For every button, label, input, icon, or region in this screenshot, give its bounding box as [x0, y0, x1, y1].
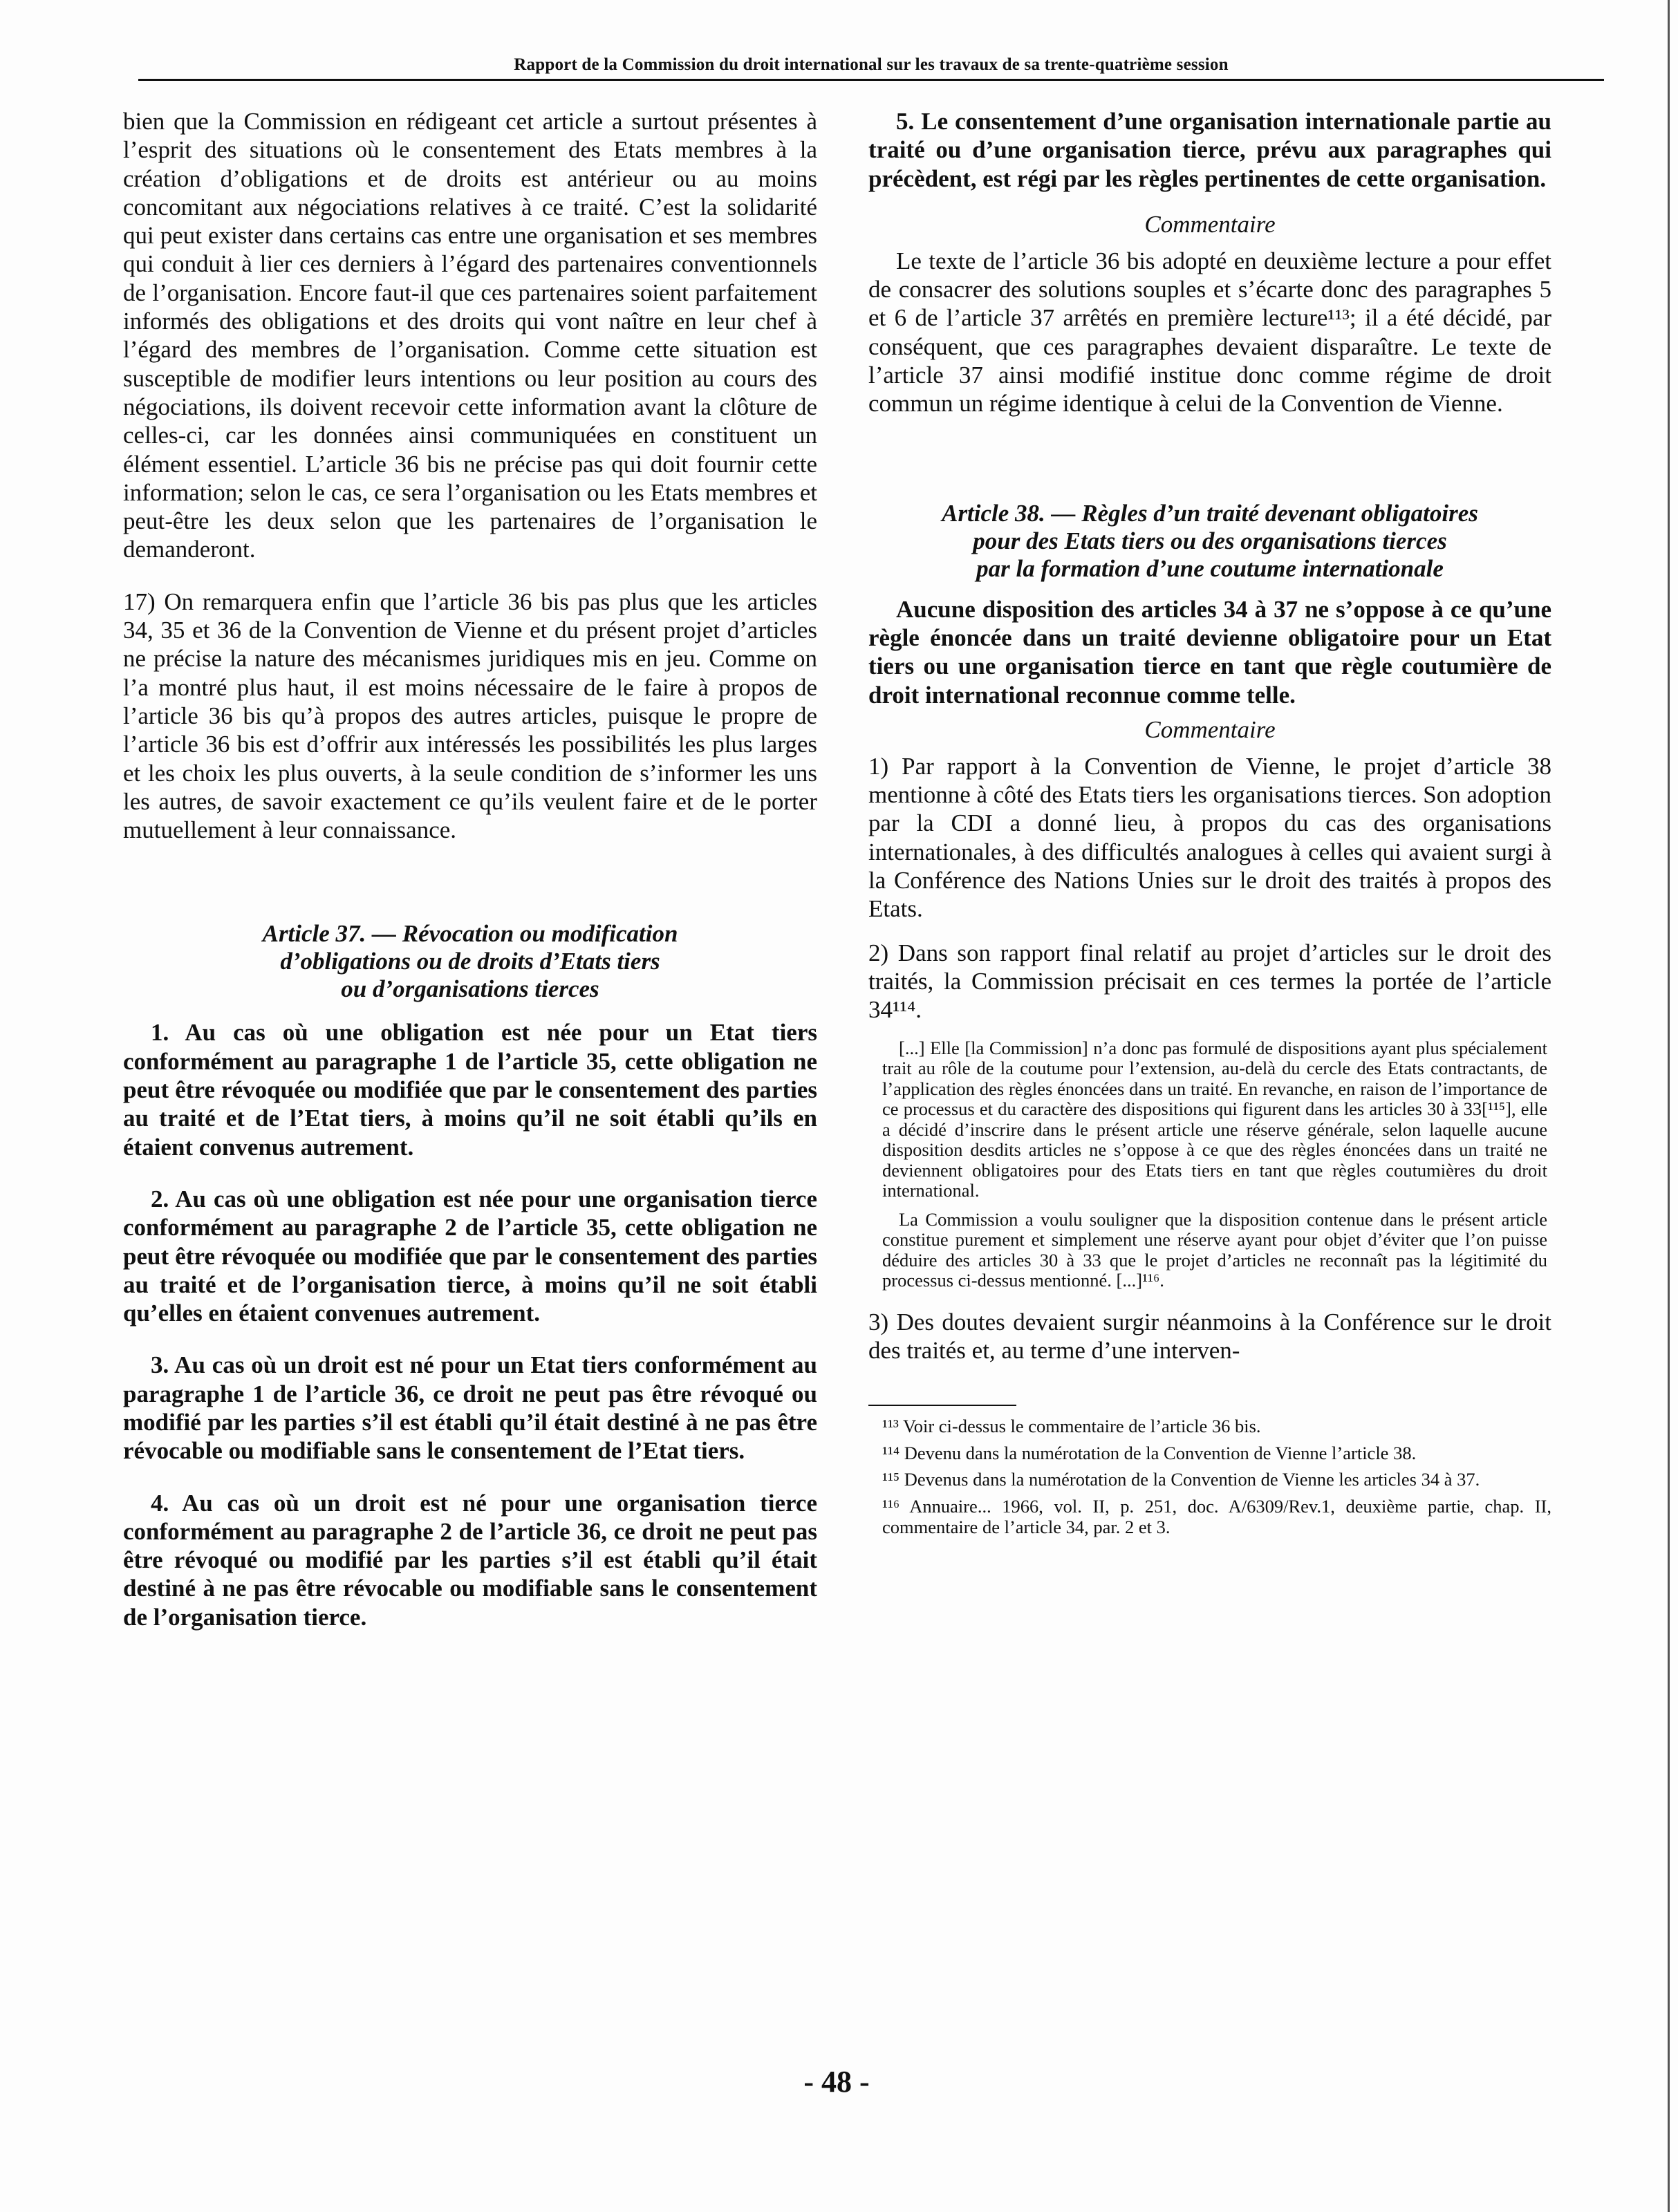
running-header: Rapport de la Commission du droit international sur les travaux de sa trente-quatrième session [138, 55, 1604, 81]
article-37-paragraph-4: 4. Au cas où un droit est né pour une organisation tierce conformément au paragraphe 2 de l’article 36, ce droit ne peut pas être révoqué ou modifié par les parties s’il est établi qu’il était destiné à ne pas être révocable ou modifiable sans le consentement de l’organisation tierce. [123, 1489, 817, 1631]
article-37-heading [123, 920, 817, 1003]
heading-line: pour des Etats tiers ou des organisations tierces [973, 527, 1447, 554]
commentary-title: Commentaire [1144, 210, 1276, 238]
footnotes [868, 1416, 1551, 1538]
commentary-paragraph-17: 17) On remarquera enfin que l’article 36 bis pas plus que les articles 34, 35 et 36 de la Convention de Vienne et du présent projet d’articles ne précise la nature des mécanismes juridiques mis en jeu. Comme on l’a montré plus haut, il est moins nécessaire de le faire à propos de l’article 36 bis qu’à propos des autres articles, puisque le propre de l’article 36 bis est d’offrir aux intéressés les possibilités les plus larges et les choix les plus ouverts, à la seule condition de s’informer les uns les autres, de savoir exactement ce qu’ils veulent faire et de le porter mutuellement à leur connaissance. [123, 588, 817, 844]
block-quote: La Commission a voulu souligner que la disposition contenue dans le présent article constitue purement et simplement une réserve ayant pour objet d’éviter que l’on puisse déduire des articles 30 à 33 que le projet d’articles ne reconnaît pas la légitimité du processus ci-dessus mentionné. [...]¹¹⁶. [882, 1208, 1547, 1291]
heading-line: ou d’organisations tierces [341, 975, 599, 1003]
article-37-commentary: Le texte de l’article 36 bis adopté en deuxième lecture a pour effet de consacrer des solutions souples et s’écarte donc des paragraphes 5 et 6 de l’article 37 arrêtés en première lecture¹¹³; il a été décidé, par conséquent, que ces paragraphes devaient disparaître. Le texte de l’article 37 ainsi modifié institue donc comme régime de droit commun un régime identique à celui de la Convention de Vienne. [868, 247, 1551, 418]
footnote-113: ¹¹³ Voir ci-dessus le commentaire de l’article 36 bis. [882, 1416, 1261, 1437]
article-38-commentary-2: 2) Dans son rapport final relatif au projet d’articles sur le droit des traités, la Commission précisait en ces termes la portée de l’article 34¹¹⁴. [868, 939, 1551, 1024]
heading-line: Article 37. — Révocation ou modification [262, 920, 678, 948]
article-37-paragraph-3: 3. Au cas où un droit est né pour un Etat tiers conformément au paragraphe 1 de l’article 36, ce droit ne peut pas être révoqué ou modifié par les parties s’il est établi qu’il était destiné à ne pas être révocable ou modifiable sans le consentement de l’Etat tiers. [123, 1351, 817, 1465]
footnote-rule [868, 1405, 1016, 1406]
article-38-text: Aucune disposition des articles 34 à 37 ne s’oppose à ce qu’une règle énoncée dans un traité devienne obligatoire pour un Etat tiers ou une organisation tierce en tant que règle coutumière de droit international reconnue comme telle. [868, 595, 1551, 709]
article-38-heading [868, 500, 1551, 583]
footnote-116: ¹¹⁶ Annuaire... 1966, vol. II, p. 251, doc. A/6309/Rev.1, deuxième partie, chap. II, commentaire de l’article 34, par. 2 et 3. [882, 1495, 1551, 1538]
right-column [868, 107, 1551, 1538]
footnote-115: ¹¹⁵ Devenus dans la numérotation de la Convention de Vienne les articles 34 à 37. [882, 1469, 1480, 1490]
article-37-paragraph-1: 1. Au cas où une obligation est née pour un Etat tiers conformément au paragraphe 1 de l’article 35, cette obligation ne peut être révoquée ou modifiée que par le consentement des parties au traité et de l’Etat tiers, à moins qu’il ne soit établi qu’ils en étaient convenus autrement. [123, 1019, 817, 1161]
article-38-commentary-3: 3) Des doutes devaient surgir néanmoins à la Conférence sur le droit des traités et, au terme d’une interven- [868, 1308, 1551, 1364]
commentary-title: Commentaire [1144, 715, 1276, 743]
article-37-paragraph-2: 2. Au cas où une obligation est née pour une organisation tierce conformément au paragraphe 2 de l’article 35, cette obligation ne peut être révoquée ou modifiée que par le consentement des parties au traité et de l’organisation tierce, à moins qu’il ne soit établi qu’elles en étaient convenues autrement. [123, 1185, 817, 1327]
left-column [123, 107, 817, 1631]
heading-line: par la formation d’une coutume internationale [976, 554, 1444, 582]
footnote-114: ¹¹⁴ Devenu dans la numérotation de la Convention de Vienne l’article 38. [882, 1442, 1417, 1463]
scan-edge [1668, 0, 1678, 2212]
heading-line: Article 38. — Règles d’un traité devenant obligatoires [942, 499, 1478, 527]
page-number: - 48 - [803, 2065, 870, 2099]
commentary-paragraph-continued: bien que la Commission en rédigeant cet article a surtout présentes à l’esprit des situations où le consentement des Etats membres à la création d’obligations et de droits est antérieur ou au moins concomitant aux négociations relatives à ce traité. C’est la solidarité qui peut exister dans certains cas entre une organisation et ses membres qui conduit à lier ces derniers à l’égard des partenaires conventionnels de l’organisation. Encore faut-il que ces partenaires soient parfaitement informés des obligations et des droits qui vont naître en leur chef à l’égard des membres de l’organisation. Comme cette situation est susceptible de modifier leurs intentions ou leur position au cours des négociations, ils doivent recevoir cette information avant la clôture de celles-ci, car les données ainsi communiquées en constituent un élément essentiel. L’article 36 bis ne précise pas qui doit fournir cette information; selon le cas, ce sera l’organisation ou les Etats membres et peut-être les deux selon que les partenaires de l’organisation le demanderont. [123, 108, 817, 563]
article-37-paragraph-5: 5. Le consentement d’une organisation internationale partie au traité ou d’une organisation tierce, prévu aux paragraphes qui précèdent, est régi par les règles pertinentes de cette organisation. [868, 108, 1551, 192]
heading-line: d’obligations ou de droits d’Etats tiers [280, 948, 660, 975]
article-38-commentary-1: 1) Par rapport à la Convention de Vienne, le projet d’article 38 mentionne à côté des Etats tiers les organisations tierces. Son adoption par la CDI a donné lieu, à propos du cas des organisations internationales, à des difficultés analogues à celles qui avaient surgi à la Conférence des Nations Unies sur le droit des traités à propos des Etats. [868, 752, 1551, 923]
block-quote: [...] Elle [la Commission] n’a donc pas formulé de dispositions ayant plus spécialement trait au rôle de la coutume pour l’extension, au-delà du cercle des Etats contractants, de l’application des règles énoncées dans un traité. En revanche, en raison de l’importance de ce processus et du caractère des dispositions qui figurent dans les articles 30 à 33[¹¹⁵], elle a décidé d’inscrire dans le présent article une réserve générale, selon laquelle aucune disposition desdits articles ne s’oppose à ce que des règles énoncées dans un traité ne deviennent obligatoires pour des Etats tiers en tant que règles coutumières du droit international. [882, 1037, 1547, 1201]
